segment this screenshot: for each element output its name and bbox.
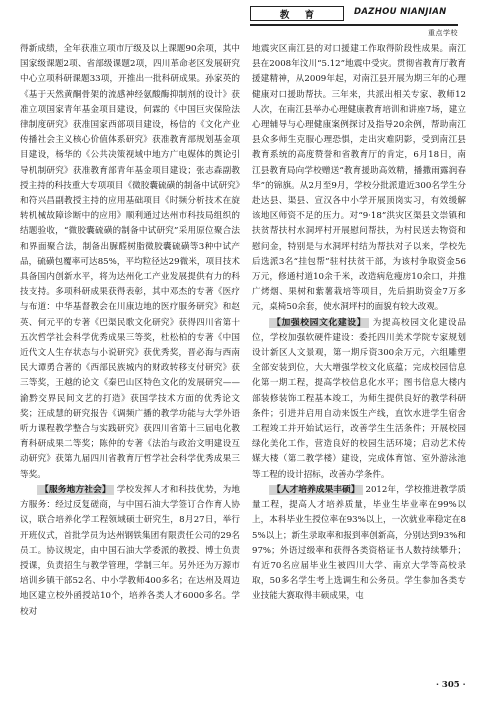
left-column (20, 42, 240, 620)
section-label: 教 育 (250, 6, 344, 21)
page-number: · 305 · (436, 680, 466, 690)
right-column (252, 42, 466, 605)
yearbook-title: DAZHOU NIANJIAN (354, 7, 447, 17)
header-subtitle: 重点学校 (428, 29, 458, 37)
right-paragraph-1: 地震灾区南江县的对口援建工作取得阶段性成果。南江县在2008年汶川“5.12”地震中受灾。贯彻省教育厅教育援建精神，从2009年起，对南江县开展为期三年的心理健康对口援助帮扶。三年来，共派出相关专家、教师12人次，在南江县举办心理健康教育培训和讲座7场，建立心理辅导与心理健康案例探讨及指导20余例，帮助南江县众多师生克服心理恐惧，走出灾难阴影，受到南江县教育系统的高度赞誉和省教育厅的肯定，6月18日，南江县教育局向学校赠送“教育援助高效精，播撒雨露润春华”的锦旗。从2月至9月，学校分批派遣近300名学生分赴达县、渠县、宣汉各中小学开展顶岗实习，有效缓解该地区师资不足的压力。对“9·18”洪灾区渠县文崇镇和扶贫帮扶村水洞坪村开展慰问帮扶，为村民送去物资和慰问金，特别是与水洞坪村结为帮扶对子以来，学校先后选派3名“挂包帮”驻村扶贫干部，为该村争取资金56万元，修通村道10余千米，改造病危瘦房10余口，并推广烤烟、果树和紫薯栽培等项目，先后捐助资金7万多元，桌椅50余套，使水洞坪村的面貌有较大改观。 (252, 44, 466, 313)
section-heading-service: 【服务地方社会】 (37, 485, 114, 495)
section-heading-campus-culture: 【加强校园文化建设】 (269, 318, 369, 328)
header-rule (250, 24, 458, 26)
left-paragraph-1: 得新成绩，全年获准立项市厅级及以上课题90余项，其中国家级课题2项、省部级课题2项，四川革命老区发展研究中心立项科研课题33项，开推出一批科研成果。孙家英的《基于天然黄酮骨架的流感神经氨酸酶抑制剂的设计》获准立项国家青年基金项目建设，何霖的《中国巨灾保险法律制度研究》获准国家西部项目建设，杨信的《文化产业传播社会主义核心价值体系研究》获准教育部规划基金项目建设，杨华的《公共决策视域中地方广电媒体的舆论引导机制研究》获准教育部青年基金项目建设；张志森副教授主持的科技重大专项项目《微胶囊硫磺的制备中试研究》和符兴昌副教授主持的应用基础项目《时频分析技术在旋转机械故障诊断中的应用》顺利通过达州市科技局组织的结题验收，“微胶囊硫磺的制备中试研究”采用原位聚合法和界面聚合法，制备出脲醛树脂微胶囊硫磺等3种中试产品，硫磺包覆率可达85%，平均粒径达29微米，项目技术具备国内创新水平，将为达州化工产业发展提供有力的科技支持。多项科研成果获得表彰，其中邓杰的专著《医疗与布道：中华基督教会在川康边地的医疗服务研究》和赵英、何元平的专著《巴渠民歌文化研究》获得四川省第十五次哲学社会科学优秀成果三等奖，杜松柏的专著《中国近代文人生存状态与小说研究》获优秀奖，晋必海与西南民大谭勇合著的《西部民族城内的财政转移支付研究》获三等奖，王越的论文《秦巴山区特色文化的发展研究——渝黔交界民间文艺的打造》获国学技术方面的优秀论文奖；汪成慧的研究报告《调频广播的教学功能与大学外语听力课程教学整合与实践研究》获四川省第十三届电化教育科研成果二等奖；陈仲的专著《法治与政治文明建设互动研究》获第九届四川省教育厅哲学社会科学优秀成果三等奖。 (20, 44, 240, 480)
right-paragraph-3 (252, 483, 466, 605)
right-paragraph-3-text: 2012年，学校推进教学质量工程，提高人才培养质量，毕业生毕业率在99%以上，本科毕业生授位率在93%以上，一次就业率稳定在85%以上；新生录取率和报到率创新高，分别达到93%和97%；外语过级率和获得各类资格证书人数持续攀升；有近70名应届毕业生被四川大学、南京大学等高校录取，50多名学生考上选调生和公务员。学生参加各类专业技能大赛取得丰硕成果，屯 (252, 484, 467, 602)
right-paragraph-2 (252, 316, 466, 483)
right-paragraph-2-text: 为提高校园文化建设品位，学校加强软硬件建设：委托四川美术学院专家规划设计新区人文景观，第一期斥资300余万元，六组雕塑全部安装到位，大大增强学校文化底蕴；完成校园信息化第一期工程，提高学校信息化水平；图书信息大楼内部装修装饰工程基本竣工，为师生提供良好的教学科研条件；引进并启用自动来饭生产线，直饮水进学生宿舍工程竣工并开始试运行，改善学生生活条件；开展校园绿化美化工作，营造良好的校园生活环境；启动艺术传媒大楼（第二教学楼）建设，完成体育馆、室外游泳池等工程的设计招标，改善办学条件。 (252, 317, 466, 480)
left-paragraph-2 (20, 483, 240, 620)
left-paragraph-2-text: 学校发挥人才和科技优势，为地方服务：经过反复磋商，与中国石油大学签订合作育人协议，联合培养化学工程领域硕士研究生，8月27日，举行开班仪式，首批学员为达州钢铁集团有限责任公司的29名员工。协议规定，由中国石油大学委派的教授、博士负责授课，负责招生与教学管理，学制三年。另外还为万源市培训乡镇干部52名、中小学教师400多名；在达州及周边地区建立校外函授站10个，培养各类人才6000多名。学校对 (20, 484, 240, 617)
section-heading-talent: 【人才培养成果丰硕】 (269, 485, 362, 495)
page-header (250, 6, 458, 38)
